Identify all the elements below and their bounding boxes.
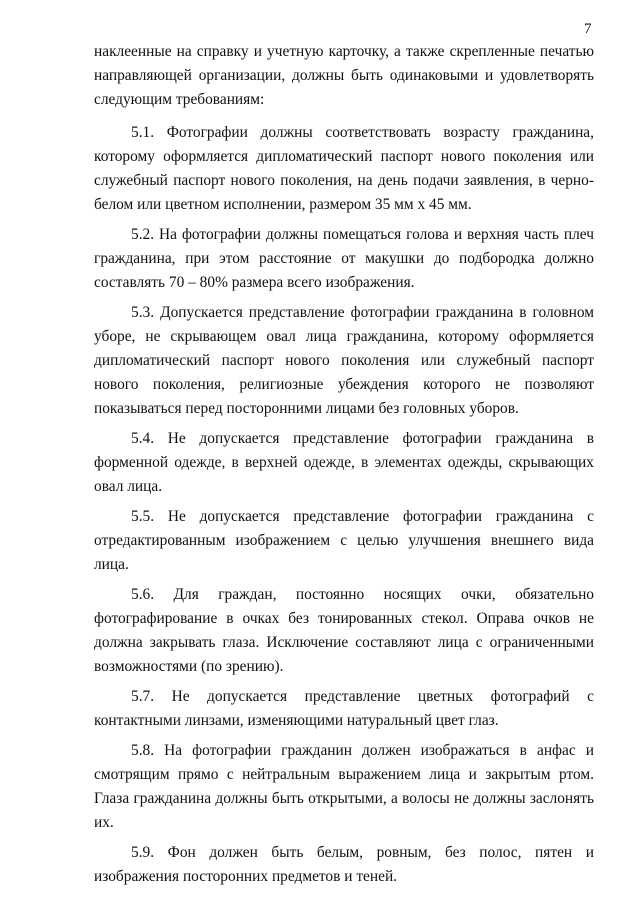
requirement-5-2: 5.2. На фотографии должны помещаться голова и верхняя часть плеч гражданина, при этом расстояние от макушки до подбородка должно составлять 70 – 80% размера всего изображения. — [94, 226, 594, 291]
page-number: 7 — [584, 21, 592, 37]
document-body — [94, 40, 594, 895]
requirement-5-5: 5.5. Не допускается представление фотографии гражданина с отредактированным изображением с целью улучшения внешнего вида лица. — [94, 508, 594, 573]
requirement-5-3: 5.3. Допускается представление фотографии гражданина в головном уборе, не скрывающем овал лица гражданина, которому оформляется дипломатический паспорт нового поколения или служебный паспорт нового поколения, религиозные убеждения которого не позволяют показываться перед посторонними лицами без головных уборов. — [94, 304, 594, 417]
requirement-5-8: 5.8. На фотографии гражданин должен изображаться в анфас и смотрящим прямо с нейтральным выражением лица и закрытым ртом. Глаза гражданина должны быть открытыми, а волосы не должны заслонять их. — [94, 742, 594, 831]
requirement-5-7: 5.7. Не допускается представление цветных фотографий с контактными линзами, изменяющими натуральный цвет глаз. — [94, 688, 594, 729]
intro-paragraph: наклеенные на справку и учетную карточку, а также скрепленные печатью направляющей организации, должны быть одинаковыми и удовлетворять следующим требованиям: — [94, 43, 594, 108]
requirement-5-9: 5.9. Фон должен быть белым, ровным, без полос, пятен и изображения посторонних предметов и теней. — [94, 844, 594, 885]
requirement-5-4: 5.4. Не допускается представление фотографии гражданина в форменной одежде, в верхней одежде, в элементах одежды, скрывающих овал лица. — [94, 430, 594, 495]
requirement-5-1: 5.1. Фотографии должны соответствовать возрасту гражданина, которому оформляется дипломатический паспорт нового поколения или служебный паспорт нового поколения, на день подачи заявления, в черно-белом или цветном исполнении, размером 35 мм х 45 мм. — [94, 124, 594, 213]
requirement-5-6: 5.6. Для граждан, постоянно носящих очки, обязательно фотографирование в очках без тонированных стекол. Оправа очков не должна закрывать глаза. Исключение составляют лица с ограниченными возможностями (по зрению). — [94, 586, 594, 675]
